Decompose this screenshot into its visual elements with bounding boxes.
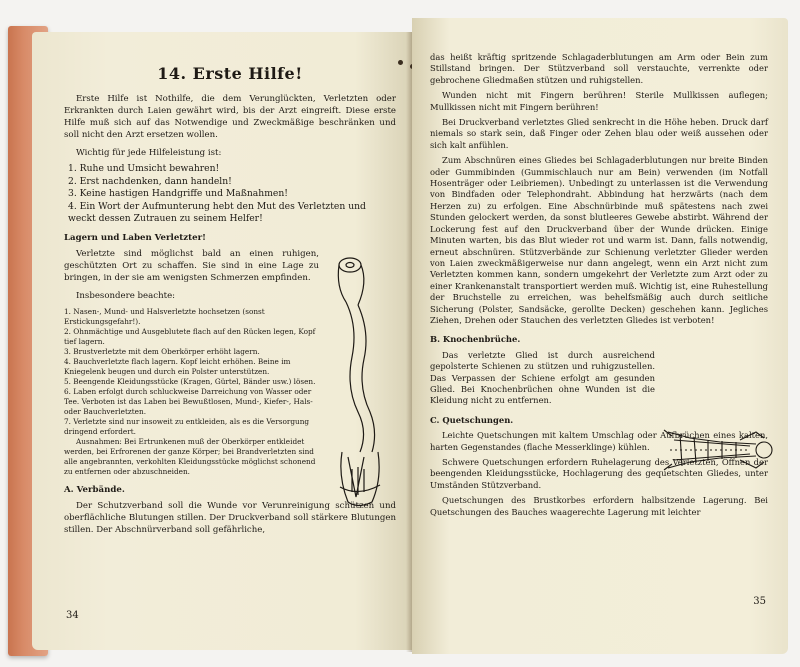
special-label: Insbesondere beachte: bbox=[76, 291, 176, 302]
left-page bbox=[32, 32, 412, 650]
paragraph-tourniquet: Zum Abschnüren eines Gliedes bei Schlagaderblutungen nur breite Binden oder Gummibinden (Gummischlauch nur am Bein) verwenden (im Notfall Hosenträger oder Leibriemen). Unbedingt zu unterlassen ist die Verwendung von Bindfaden oder Telephondraht. Abbindung hat herzwärts (nach dem Herzen zu) zu erfolgen. Eine Abschnürbinde muß spätestens nach zwei Stunden gelockert werden, da sonst blutleeres Gewebe abstirbt. Während der Lockerung fest auf den Druckverband über der Wunde drücken. Einige Minuten warten, bis das Blut wieder rot und warm ist. Dann, falls notwendig, erneut abschnüren. Stützverbände zur Schienung verletzter Glieder werden von Laien zweckmäßigerweise nur dann angelegt, wenn ein Arzt nicht zum Verletzten kommen kann, sondern umgekehrt der Verletzte zum Arzt oder zu einer Krankenanstalt transportiert werden muß. Wichtig ist, eine Ruhestellung der Bruchstelle zu erreichen, was behelfsmäßig auch durch seitliche Sicherung (Polster, Sandsäcke, gerollte Decken) geschehen kann. Jegliches Ziehen, Drehen oder Stauchen des verletzten Gliedes ist verboten! bbox=[430, 155, 768, 325]
section-c-text-1: Leichte Quetschungen mit kaltem Umschlag oder Aufbrüchen eines kalten, harten Gegenstandes (flache Messerklinge) kühlen. bbox=[430, 430, 768, 452]
note-item: 5. Beengende Kleidungsstücke (Kragen, Gürtel, Bänder usw.) lösen. bbox=[64, 377, 316, 386]
splinted-person-illustration bbox=[660, 420, 778, 480]
booklet bbox=[8, 12, 794, 660]
note-item: 2. Ohnmächtige und Ausgeblutete flach auf den Rücken legen, Kopf tief lagern. bbox=[64, 327, 316, 346]
rule-item: 4. Ein Wort der Aufmunterung hebt den Mut des Verletzten und weckt dessen Zutrauen zu seinem Helfer! bbox=[68, 200, 366, 225]
staple-hole bbox=[398, 60, 403, 65]
right-page bbox=[412, 18, 788, 654]
note-item: 6. Laben erfolgt durch schluckweise Darreichung von Wasser oder Tee. Verboten ist das Laben bei Bewußtlosen, Mund-, Kiefer-, Hals- oder Bauchverletzten. bbox=[64, 387, 313, 416]
page-number-right: 35 bbox=[753, 596, 766, 607]
page-number-left: 34 bbox=[66, 610, 79, 621]
section-text-lagern: Verletzte sind möglichst bald an einen ruhigen, geschützten Ort zu schaffen. Sie sind in eine Lage zu bringen, in der sie am wenigsten Schmerzen empfinden. bbox=[64, 249, 319, 284]
section-b-text: Das verletzte Glied ist durch ausreichend gepolsterte Schienen zu stützen und ruhigzustellen. Das Verpassen der Schiene erfolgt am gesunden Glied. Bei Knochenbrüchen ohne Wunden ist die Kleidung nicht zu entfernen. bbox=[430, 349, 655, 406]
note-exceptions: Ausnahmen: Bei Ertrunkenen muß der Oberkörper entkleidet werden, bei Erfrorenen der ganze Körper; bei Brandverletzten sind alle angebrannten, verkohlten Kleidungsstücke möglichst schonend zu entfernen oder abzuschneiden. bbox=[64, 437, 316, 476]
rule-item: 2. Erst nachdenken, dann handeln! bbox=[68, 175, 232, 187]
paragraph-wounds: Wunden nicht mit Fingern berühren! Sterile Mullkissen auflegen; Mullkissen nicht mit Fingern berühren! bbox=[430, 90, 768, 112]
section-heading-lagern: Lagern und Laben Verletzter! bbox=[64, 233, 206, 244]
section-c-text-3: Quetschungen des Brustkorbes erfordern halbsitzende Lagerung. Bei Quetschungen des Bauches waagerechte Lagerung mit leichter bbox=[430, 495, 768, 517]
paragraph-supporting-bandage: das heißt kräftig spritzende Schlagaderblutungen am Arm oder Bein zum Stillstand bringen. Der Stützverband soll verstauchte, verrenkte oder gebrochene Gliedmaßen stützen und ruhigstellen. bbox=[430, 52, 768, 85]
section-b-heading: B. Knochenbrüche. bbox=[430, 334, 521, 345]
note-item: 1. Nasen-, Mund- und Halsverletzte hochsetzen (sonst Erstickungsgefahr!). bbox=[64, 307, 265, 326]
note-item: 4. Bauchverletzte flach lagern. Kopf leicht erhöhen. Beine im Kniegelenk beugen und durch ein Polster unterstützen. bbox=[64, 357, 291, 376]
bandage-roll-illustration bbox=[328, 247, 398, 517]
note-item: 7. Verletzte sind nur insoweit zu entkleiden, als es die Versorgung dringend erfordert. bbox=[64, 417, 310, 436]
section-a-heading: A. Verbände. bbox=[64, 485, 125, 495]
section-a-text: Der Schutzverband soll die Wunde vor Verunreinigung schützen und oberflächliche Blutungen stillen. Der Druckverband soll stärkere Blutungen stillen. Der Abschnürverband soll gefährliche, bbox=[64, 500, 396, 535]
rule-item: 3. Keine hastigen Handgriffe und Maßnahmen! bbox=[68, 188, 288, 200]
note-item: 3. Brustverletzte mit dem Oberkörper erhöht lagern. bbox=[64, 347, 260, 356]
notes-list bbox=[64, 307, 319, 477]
intro-paragraph: Erste Hilfe ist Nothilfe, die dem Verunglückten, Verletzten oder Erkrankten durch Laien gewährt wird, bis der Arzt eingreift. Diese erste Hilfe muß sich auf das Notwendige und Zweckmäßige beschränken und soll nicht den Arzt ersetzen wollen. bbox=[64, 93, 396, 140]
paragraph-pressure-bandage: Bei Druckverband verletztes Glied senkrecht in die Höhe heben. Druck darf niemals so stark sein, daß Finger oder Zehen blau oder weiß aussehen oder sich kalt anfühlen. bbox=[430, 117, 768, 150]
section-c-heading: C. Quetschungen. bbox=[430, 414, 514, 425]
important-label: Wichtig für jede Hilfeleistung ist: bbox=[76, 147, 222, 158]
section-c-text-2: Schwere Quetschungen erfordern Ruhelagerung des Verletzten, Öffnen der beengenden Kleidungsstücke, Hochlagerung des gequetschten Gliedes, unter Umständen Stützverband. bbox=[430, 457, 768, 490]
rule-item: 1. Ruhe und Umsicht bewahren! bbox=[68, 163, 220, 175]
rules-list bbox=[64, 163, 396, 225]
chapter-title: 14. Erste Hilfe! bbox=[157, 64, 303, 83]
